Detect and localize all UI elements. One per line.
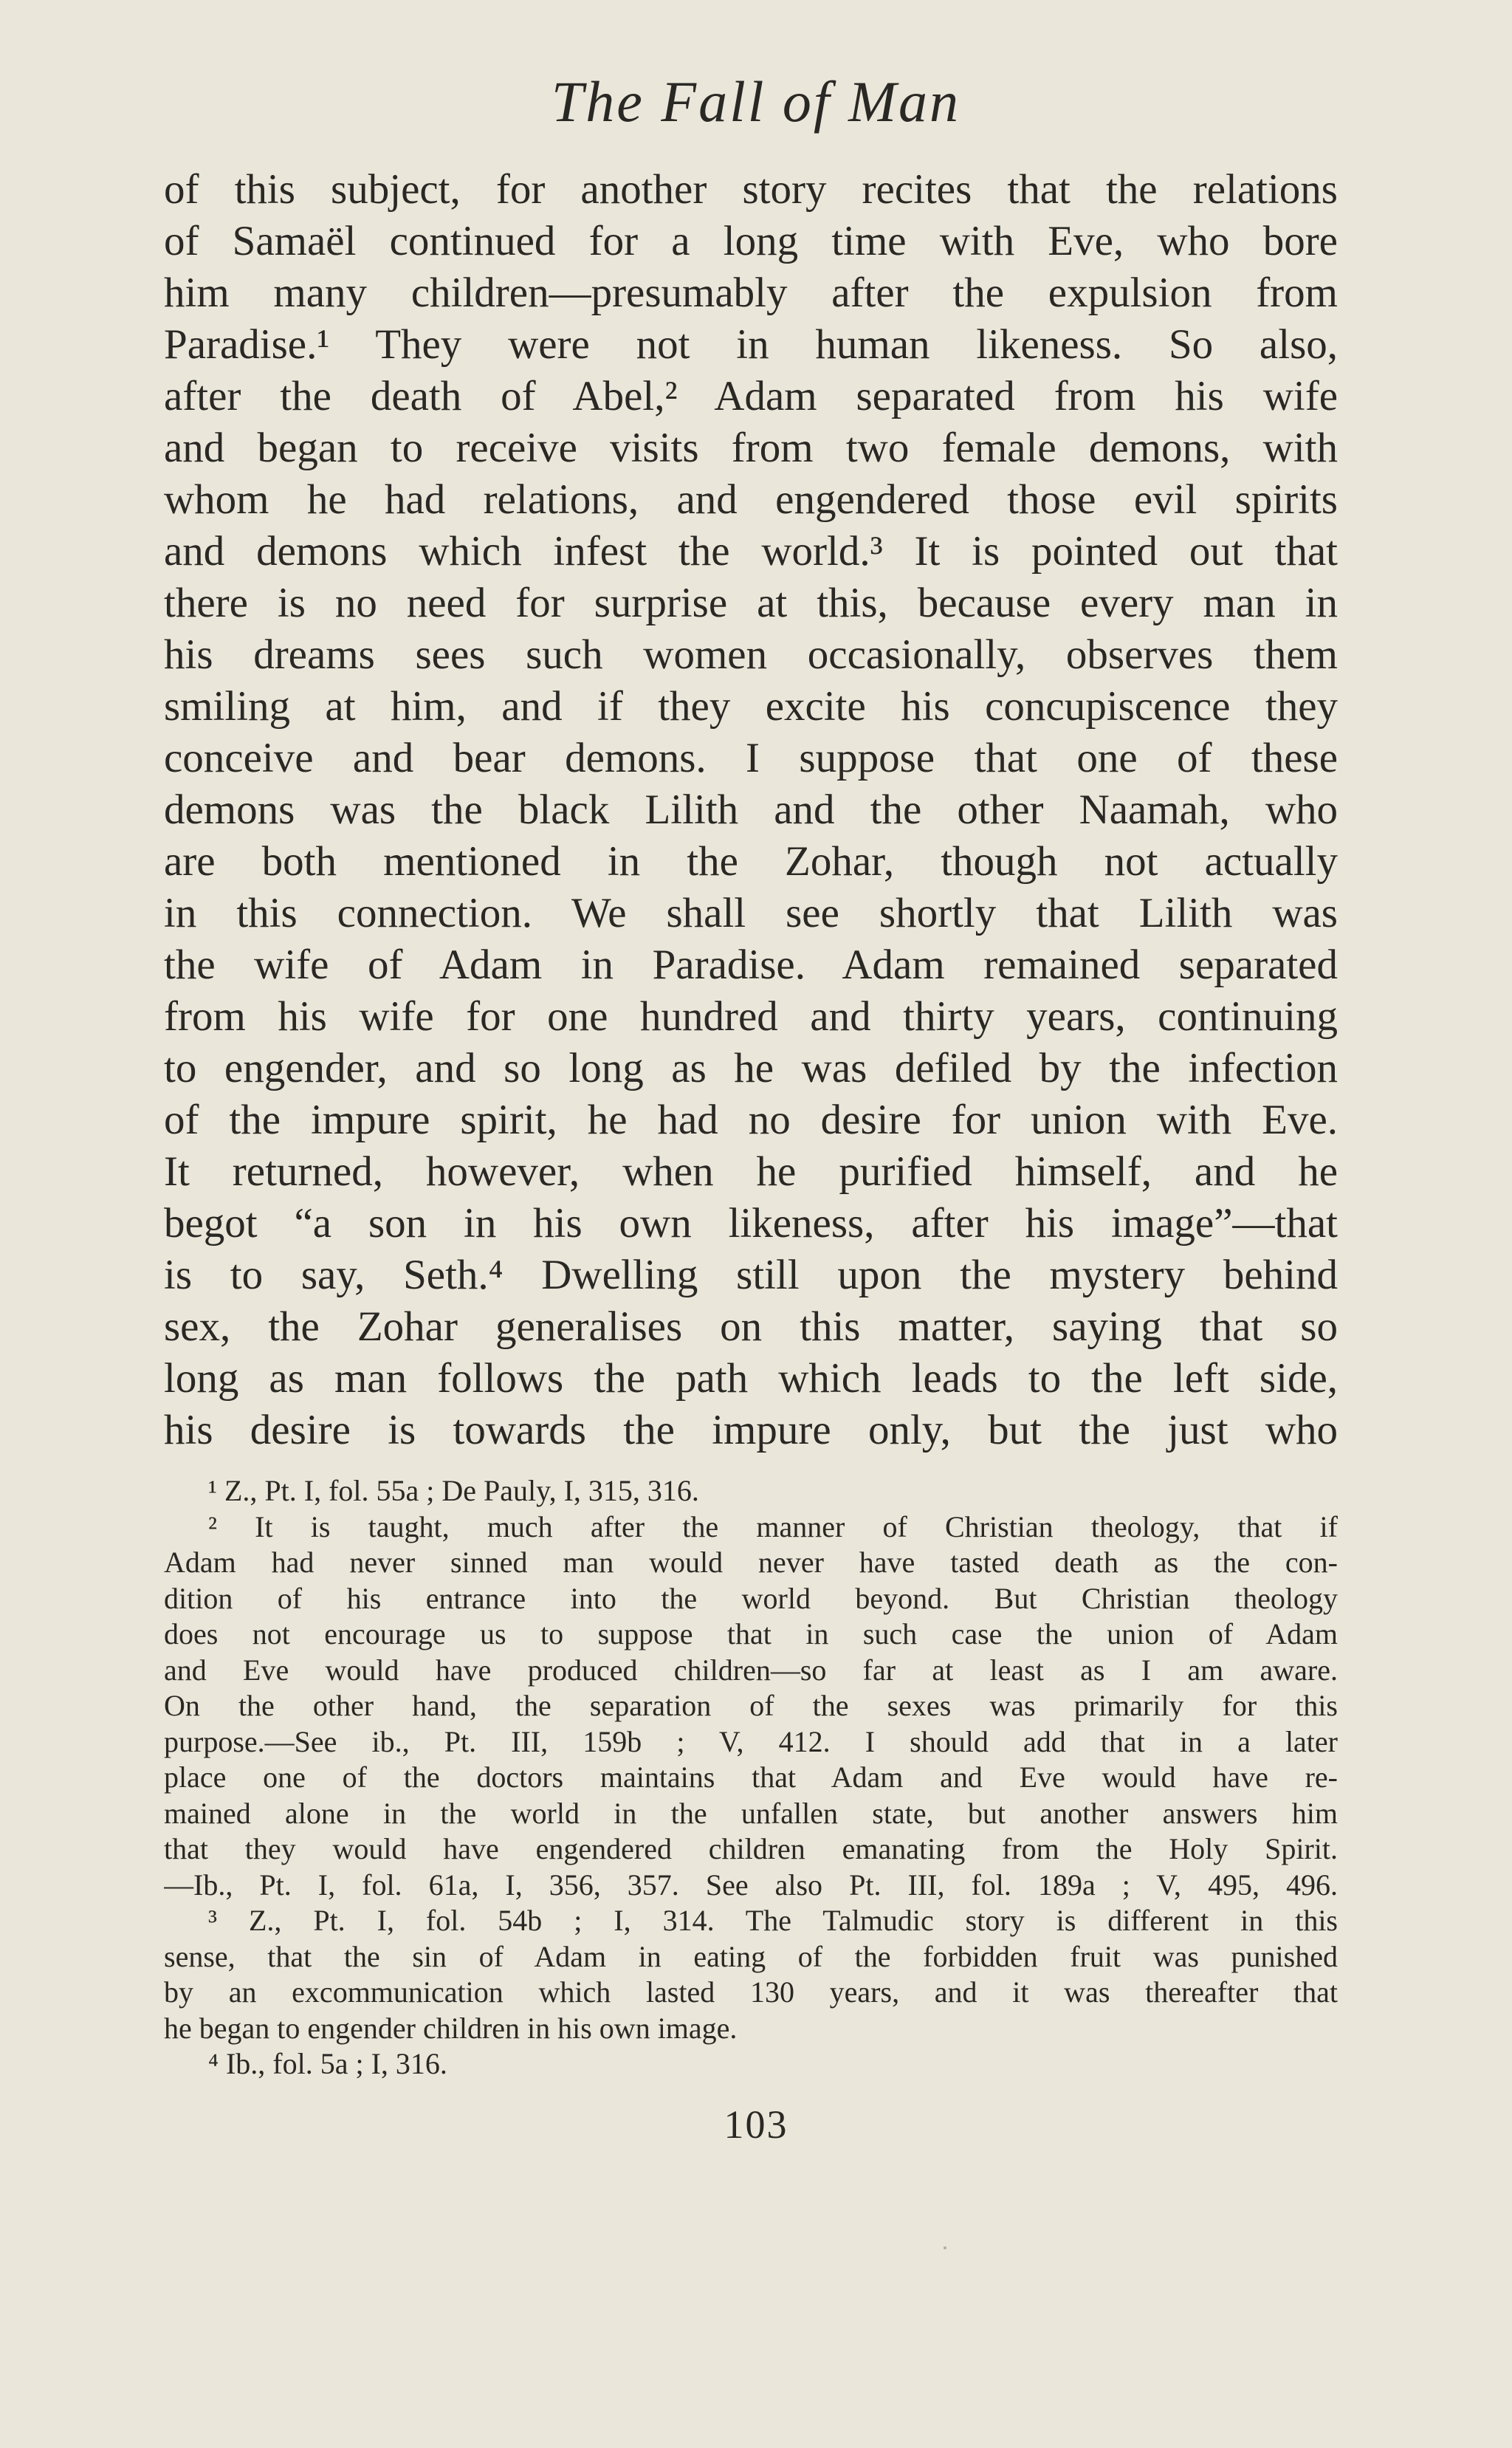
body-line: his desire is towards the impure only, but the just who bbox=[164, 1407, 1338, 1453]
footnote-line: ² It is taught, much after the manner of Christian theology, that if bbox=[208, 1509, 1338, 1543]
body-line: in this connection. We shall see shortly that Lilith was bbox=[164, 890, 1338, 936]
body-line: Paradise.¹ They were not in human likeness. So also, bbox=[164, 321, 1338, 368]
footnote-line: place one of the doctors maintains that Adam and Eve would have re- bbox=[164, 1760, 1338, 1794]
body-line: there is no need for surprise at this, because every man in bbox=[164, 580, 1338, 626]
body-line: him many children—presumably after the expulsion from bbox=[164, 270, 1338, 316]
footnote-line: —Ib., Pt. I, fol. 61a, I, 356, 357. See also Pt. III, fol. 189a ; V, 495, 496. bbox=[164, 1868, 1338, 1902]
footnote-line: ¹ Z., Pt. I, fol. 55a ; De Pauly, I, 315, 316. bbox=[208, 1474, 699, 1507]
body-line: whom he had relations, and engendered those evil spirits bbox=[164, 476, 1338, 523]
running-head: The Fall of Man bbox=[551, 69, 961, 134]
body-line: the wife of Adam in Paradise. Adam remained separated bbox=[164, 942, 1338, 988]
body-line: It returned, however, when he purified himself, and he bbox=[164, 1148, 1338, 1195]
footnote-line: does not encourage us to suppose that in such case the union of Adam bbox=[164, 1617, 1338, 1650]
footnote-line: sense, that the sin of Adam in eating of the forbidden fruit was punished bbox=[164, 1939, 1338, 1973]
body-line: is to say, Seth.⁴ Dwelling still upon the mystery behind bbox=[164, 1252, 1338, 1298]
footnote-line: that they would have engendered children emanating from the Holy Spirit. bbox=[164, 1832, 1338, 1865]
body-line: of the impure spirit, he had no desire for union with Eve. bbox=[164, 1097, 1338, 1143]
footnote-line: mained alone in the world in the unfallen state, but another answers him bbox=[164, 1796, 1338, 1830]
footnote-line: Adam had never sinned man would never have tasted death as the con- bbox=[164, 1546, 1338, 1579]
footnote-line: he began to engender children in his own image. bbox=[164, 2011, 738, 2045]
body-line: sex, the Zohar generalises on this matter, saying that so bbox=[164, 1303, 1338, 1350]
footnote-line: ³ Z., Pt. I, fol. 54b ; I, 314. The Talmudic story is different in this bbox=[208, 1904, 1338, 1937]
body-line: his dreams sees such women occasionally, observes them bbox=[164, 631, 1338, 678]
body-line: to engender, and so long as he was defiled by the infection bbox=[164, 1045, 1338, 1091]
body-line: and began to receive visits from two female demons, with bbox=[164, 425, 1338, 471]
footnote-line: dition of his entrance into the world beyond. But Christian theology bbox=[164, 1581, 1338, 1615]
main-text bbox=[164, 164, 1338, 1456]
footnote-line: ⁴ Ib., fol. 5a ; I, 316. bbox=[208, 2047, 447, 2080]
footnote-line: by an excommunication which lasted 130 years, and it was thereafter that bbox=[164, 1975, 1338, 2009]
body-line: long as man follows the path which leads to the left side, bbox=[164, 1355, 1338, 1402]
body-line: of Samaël continued for a long time with Eve, who bore bbox=[164, 218, 1338, 264]
footnote-line: and Eve would have produced children—so far at least as I am aware. bbox=[164, 1653, 1338, 1687]
body-line: after the death of Abel,² Adam separated from his wife bbox=[164, 373, 1338, 419]
body-line: of this subject, for another story recites that the relations bbox=[164, 166, 1338, 213]
body-line: from his wife for one hundred and thirty years, continuing bbox=[164, 993, 1338, 1040]
footnotes bbox=[164, 1473, 1338, 2082]
body-line: and demons which infest the world.³ It is pointed out that bbox=[164, 528, 1338, 575]
paper-speck bbox=[944, 2246, 946, 2249]
body-line: begot “a son in his own likeness, after his image”—that bbox=[164, 1200, 1338, 1247]
footnote-line: purpose.—See ib., Pt. III, 159b ; V, 412. I should add that in a later bbox=[164, 1724, 1338, 1758]
body-line: smiling at him, and if they excite his concupiscence they bbox=[164, 683, 1338, 730]
footnote-line: On the other hand, the separation of the sexes was primarily for this bbox=[164, 1689, 1338, 1722]
page-number: 103 bbox=[724, 2102, 788, 2147]
body-line: demons was the black Lilith and the other Naamah, who bbox=[164, 786, 1338, 833]
body-line: are both mentioned in the Zohar, though not actually bbox=[164, 838, 1338, 885]
body-line: conceive and bear demons. I suppose that one of these bbox=[164, 735, 1338, 781]
